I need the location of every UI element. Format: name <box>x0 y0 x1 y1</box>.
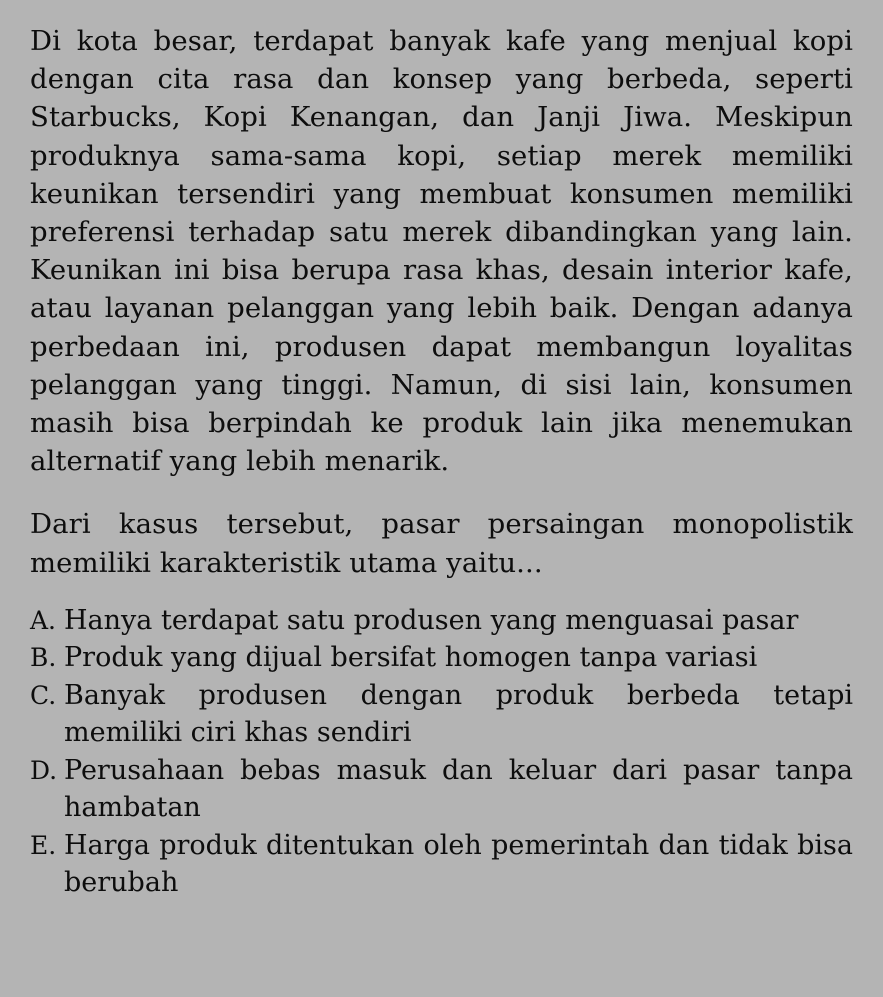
option-letter: E. <box>30 830 57 860</box>
question-text: Dari kasus tersebut, pasar persaingan monopolistik memiliki karakteristik utama yaitu... <box>30 508 853 579</box>
option-text: Harga produk ditentukan oleh pemerintah dan tidak bisa berubah <box>64 829 853 899</box>
option-c[interactable] <box>30 677 853 752</box>
option-text: Perusahaan bebas masuk dan keluar dari pasar tanpa hambatan <box>64 754 853 824</box>
option-d[interactable] <box>30 752 853 827</box>
option-letter: A. <box>30 605 57 635</box>
option-letter: B. <box>30 643 57 673</box>
case-passage: Di kota besar, terdapat banyak kafe yang menjual kopi dengan cita rasa dan konsep yang berbeda, seperti Starbucks, Kopi Kenangan, dan Janji Jiwa. Meskipun produknya sama-sama kopi, setiap merek memiliki keunikan tersendiri yang membuat konsumen memiliki preferensi terhadap satu merek dibandingkan yang lain. Keunikan ini bisa berupa rasa khas, desain interior kafe, atau layanan pelanggan yang lebih baik. Dengan adanya perbedaan ini, produsen dapat membangun loyalitas pelanggan yang tinggi. Namun, di sisi lain, konsumen masih bisa berpindah ke produk lain jika menemukan alternatif yang lebih menarik. <box>30 25 853 478</box>
option-a[interactable] <box>30 602 853 640</box>
option-b[interactable] <box>30 639 853 677</box>
option-text: Hanya terdapat satu produsen yang menguasai pasar <box>64 604 799 636</box>
option-e[interactable] <box>30 827 853 902</box>
option-text: Banyak produsen dengan produk berbeda tetapi memiliki ciri khas sendiri <box>64 679 853 749</box>
option-letter: D. <box>30 755 58 785</box>
option-text: Produk yang dijual bersifat homogen tanpa variasi <box>64 642 758 674</box>
option-letter: C. <box>30 680 57 710</box>
answer-options <box>30 602 853 902</box>
